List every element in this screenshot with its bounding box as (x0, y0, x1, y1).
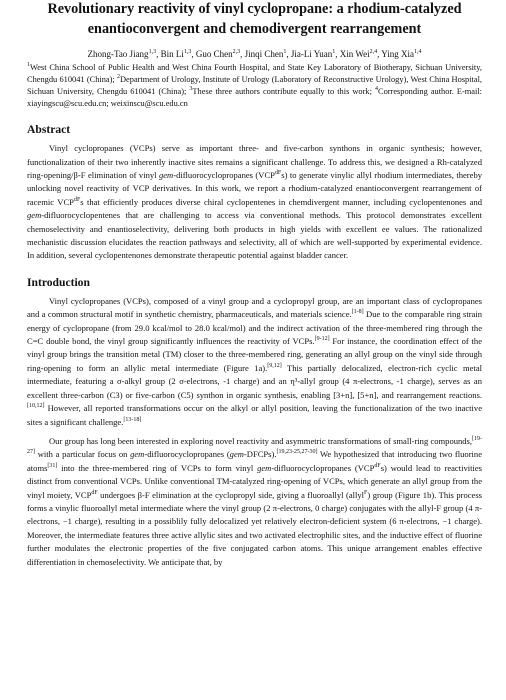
author: Bin Li$^{1,3}$ (160, 49, 192, 60)
author: Zhong-Tao Jiang$^{1,3}$ (87, 49, 157, 60)
author: Jinqi Chen$^1$ (244, 49, 287, 60)
abstract-paragraph: Vinyl cyclopropanes (VCPs) serve as important three- and five-carbon synthons in organic synthesis; however, functionalization of their two inherently inactive sites remains a significant challenge. To address this, we designed a Rh-catalyzed ring-opening/β-F elimination of vinyl gem-difluorocyclopropanes $(VCP^{dF}s)$ to generate vinylic allyl rhodium intermediates, thereby unlocking novel reactivity of VCP derivatives. In this work, we report a rhodium-catalyzed enantioconvergent rearrangement of racemic $VCP^{dF}s$ that efficiently produces diverse chiral cyclopentenes in chemdivergent manner, including cyclopentenones and gem-difluorocyclopentenes that are challenging to access via conventional methods. This protocol demonstrates excellent chemoselectivity and enantioselectivity, delivering both products in high yields with excellent ee values. The rationalized mechanistic discussion elucidates the reaction pathways and selectivity, all of which are well-supported by experimental evidence. In addition, several cyclopentenones demonstrate therapeutic potential against bladder cancer. (27, 143, 482, 261)
author: Guo Chen$^{2,3}$ (195, 49, 241, 60)
author: Xin Wei$^{2,4}$ (339, 49, 378, 60)
author: Jia-Li Yuan$^1$ (290, 49, 336, 60)
author-list: Zhong-Tao Jiang$^{1,3}$, Bin Li$^{1,3}$, Guo Chen$^{2,3}$, Jinqi Chen$^1$, Jia-Li Yuan$^1$, Xin Wei$^{2,4}$, Ying Xia$^{1,4}$ (87, 49, 422, 60)
introduction-heading: Introduction (27, 275, 90, 289)
introduction-paragraph-2: Our group has long been interested in exploring novel reactivity and asymmetric transformations of small-ring compounds,[19-27] with a particular focus on gem-difluorocyclopropanes (gem-DFCPs).[19,23-25,27-30] We hypothesized that introducing two fluorine atoms[31] into the three-membered ring of VCPs to form vinyl gem-difluorocyclopropanes $(VCP^{dF}s)$ would lead to reactivities distinct from conventional VCPs. Unlike conventional TM-catalyzed ring-opening of VCPs, which generate an allyl group from the vinyl moiety, $VCP^{dF}$ undergoes β-F elimination at the cyclopropyl side, giving a fluoroallyl (allyl$^F$) group (Figure 1b). This process forms a vinylic fluoroallyl metal intermediate where the vinyl group (2 π-electrons, 0 charge) conjugates with the allyl-F group (4 π-electrons, −1 charge), resulting in a possiblily fully delocalized yet relatively electron-deficient system (6 π-electrons, −1 charge). Moreover, the intermediate features three active allylic sites and two activated electrophilic sites, and the inductive effect of fluorine further modulates the electronic properties of the five conjugated carbon atoms. This unique arrangement enables effective differentiation in chemoselectivity. We anticipate that, by (27, 435, 482, 567)
affiliations: $^1$West China School of Public Health and West China Fourth Hospital, and State Key Laboratory of Biotherapy, Sichuan University, Chengdu 610041 (China); $^2$Department of Urology, Institute of Urology (Laboratory of Reconstructive Urology), West China Hospital, Sichuan University, Chengdu 610041 (China); $^3$These three authors contribute equally to this work; $^4$Corresponding author. E-mail: xiayingscu@scu.edu.cn; weixinscu@scu.edu.cn (27, 62, 483, 109)
author: Ying Xia$^{1,4}$ (381, 49, 422, 60)
paper-title: Revolutionary reactivity of vinyl cyclopropane: a rhodium-catalyzed enantioconvergent and chemodivergent rearrangement (47, 1, 462, 37)
introduction-paragraph-1: Vinyl cyclopropanes (VCPs), composed of a vinyl group and a cyclopropyl group, are an important class of cyclopropanes and a common structural motif in synthetic chemistry, pharmaceuticals, and materials science.[1-8] Due to the comparable ring strain energy of cyclopropane (from 29.0 kcal/mol to 28.0 kcal/mol) and the indirect activation of the three-membered ring through the C=C double bond, the vinyl group significantly influences the reactivity of VCPs.[9-12] For instance, the coordination effect of the vinyl group brings the transition metal (TM) closer to the three-membered ring, generating an allyl group on the vinyl side through ring-opening to form an allylic metal intermediate (Figure 1a).[9,12] This partially delocalized, electron-rich cyclic metal intermediate, featuring a σ-alkyl group (2 σ-electrons, -1 charge) and an η³-allyl group (4 π-electrons, -1 charge), serves as an excellent three-carbon (C3) or five-carbon (C5) synthon in organic synthesis, enabling [3+n], [5+n], and rearrangement reactions.[10,12] However, all reported transformations occur on the alkyl or allyl position, leaving the functionalization of the two inactive sites a significant challenge.[13-18] (27, 295, 482, 427)
abstract-heading: Abstract (27, 123, 71, 137)
